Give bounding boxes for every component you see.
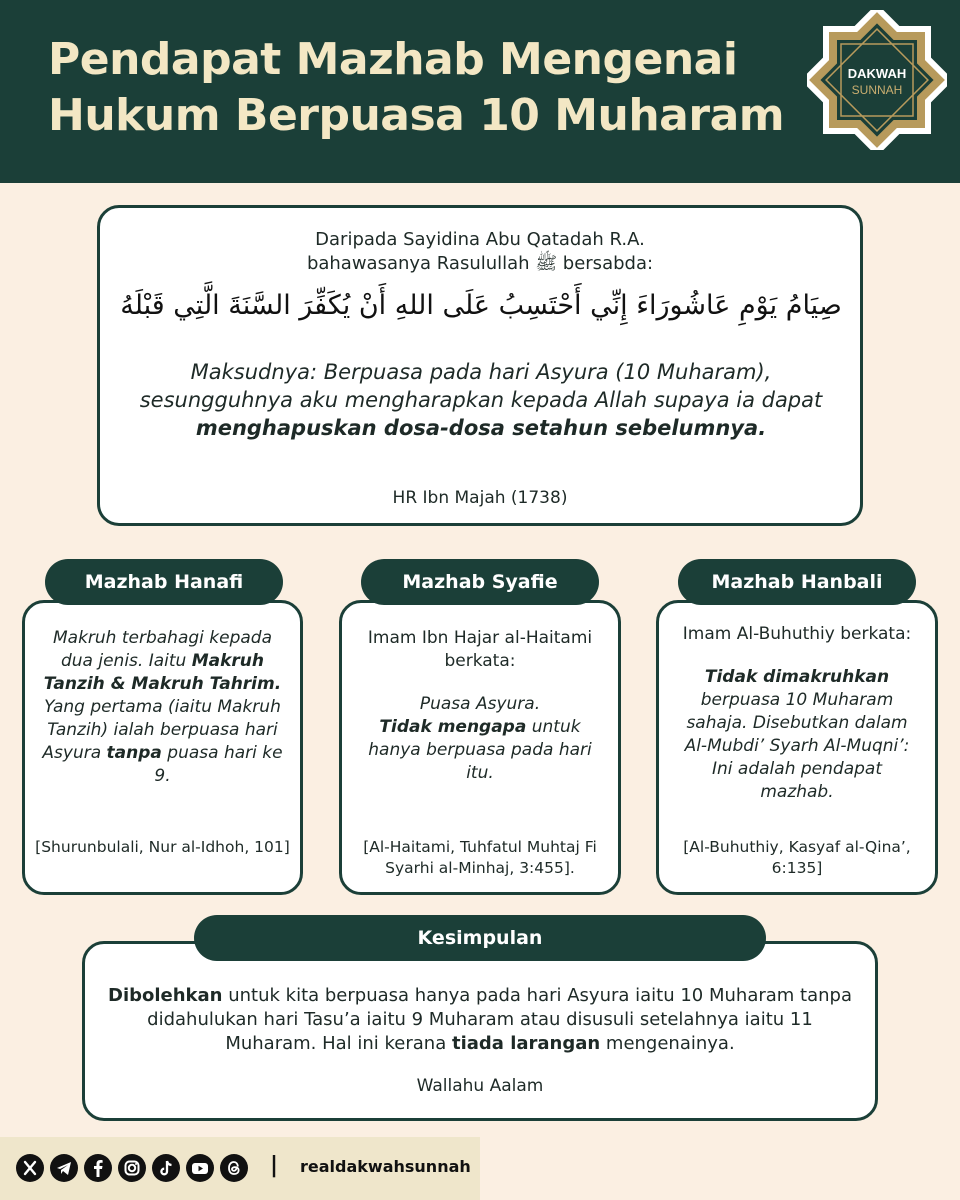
conclusion-closing: Wallahu Aalam xyxy=(416,1076,544,1096)
hadith-meaning xyxy=(130,358,832,442)
footer-bar xyxy=(0,1137,480,1200)
youtube-icon[interactable] xyxy=(186,1154,214,1182)
title-line-1: Pendapat Mazhab Mengenai xyxy=(48,34,738,85)
threads-icon[interactable] xyxy=(220,1154,248,1182)
conclusion-label: Kesimpulan xyxy=(194,915,766,961)
mazhab-syafie-label: Mazhab Syafie xyxy=(361,559,599,605)
mazhab-syafie-card xyxy=(339,600,621,895)
hadith-meaning-emphasis: menghapuskan dosa-dosa setahun sebelumnya. xyxy=(195,416,767,440)
conclusion-body xyxy=(105,984,855,1056)
footer-separator: | xyxy=(270,1153,279,1178)
syafie-emphasis-1: Tidak mengapa xyxy=(379,717,527,737)
hadith-intro-line-1: Daripada Sayidina Abu Qatadah R.A. xyxy=(315,229,645,250)
mazhab-hanbali-label: Mazhab Hanbali xyxy=(678,559,916,605)
mazhab-hanafi-label: Mazhab Hanafi xyxy=(45,559,283,605)
instagram-icon[interactable] xyxy=(118,1154,146,1182)
page-title xyxy=(48,32,808,144)
social-handle[interactable]: realdakwahsunnah xyxy=(300,1157,471,1176)
mazhab-hanbali-body xyxy=(673,623,921,804)
mazhab-hanbali-card xyxy=(656,600,938,895)
syafie-text-1: Puasa Asyura. xyxy=(419,694,541,714)
conclusion-emphasis-1: Dibolehkan xyxy=(108,985,223,1006)
dakwah-sunnah-logo xyxy=(807,10,947,150)
syafie-intro: Imam Ibn Hajar al-Haitami berkata: xyxy=(367,628,593,671)
mazhab-hanafi-reference: [Shurunbulali, Nur al-Idhoh, 101] xyxy=(35,838,290,856)
syafie-text-2: untuk hanya berpuasa pada hari itu. xyxy=(368,717,592,783)
hanbali-emphasis-1: Tidak dimakruhkan xyxy=(704,667,890,687)
hanbali-text-1: berpuasa 10 Muharam sahaja. Disebutkan dalam Al-Mubdi’ Syarh Al-Muqni’: Ini adalah pendapat mazhab. xyxy=(684,690,910,802)
hadith-reference: HR Ibn Majah (1738) xyxy=(392,488,568,508)
hanafi-text-1: Makruh terbahagi kepada dua jenis. Iaitu xyxy=(52,628,273,671)
mazhab-hanbali-reference: [Al-Buhuthiy, Kasyaf al-Qina’, 6:135] xyxy=(683,838,911,877)
hanafi-emphasis-2: tanpa xyxy=(106,743,162,763)
hanafi-text-2: Yang pertama (iaitu Makruh Tanzih) ialah berpuasa hari Asyura xyxy=(42,697,281,763)
mazhab-syafie-body xyxy=(356,627,604,785)
x-icon[interactable] xyxy=(16,1154,44,1182)
telegram-icon[interactable] xyxy=(50,1154,78,1182)
header-banner xyxy=(0,0,960,183)
mazhab-hanafi-card xyxy=(22,600,303,895)
hanbali-intro: Imam Al-Buhuthiy berkata: xyxy=(682,624,912,644)
conclusion-text-2: mengenainya. xyxy=(600,1033,735,1054)
conclusion-text-1: untuk kita berpuasa hanya pada hari Asyura iaitu 10 Muharam tanpa didahulukan hari Tasu’a iaitu 9 Muharam atau disusuli setelahnya iaitu 11 Muharam. Hal ini kerana xyxy=(147,985,852,1054)
conclusion-emphasis-2: tiada larangan xyxy=(451,1033,601,1054)
hadith-intro xyxy=(100,228,860,276)
tiktok-icon[interactable] xyxy=(152,1154,180,1182)
title-line-2: Hukum Berpuasa 10 Muharam xyxy=(48,90,785,141)
mazhab-syafie-reference: [Al-Haitami, Tuhfatul Muhtaj Fi Syarhi al-Minhaj, 3:455]. xyxy=(363,838,597,877)
hadith-intro-line-2: bahawasanya Rasulullah ﷺ bersabda: xyxy=(306,253,654,274)
mazhab-hanafi-body xyxy=(39,627,286,788)
logo-text-sunnah: SUNNAH xyxy=(851,83,903,97)
hadith-meaning-text: Maksudnya: Berpuasa pada hari Asyura (10 Muharam), sesungguhnya aku mengharapkan kepada Allah supaya ia dapat xyxy=(139,360,823,412)
facebook-icon[interactable] xyxy=(84,1154,112,1182)
hanafi-text-3: puasa hari ke 9. xyxy=(154,743,283,786)
hadith-card xyxy=(97,205,863,526)
conclusion-card xyxy=(82,941,878,1121)
logo-text-dakwah: DAKWAH xyxy=(847,66,907,81)
hanafi-emphasis-1: Makruh Tanzih & Makruh Tahrim. xyxy=(43,651,282,694)
hadith-arabic-text: صِيَامُ يَوْمِ عَاشُورَاءَ إِنِّي أَحْتَسِبُ عَلَى اللهِ أَنْ يُكَفِّرَ السَّنَةَ الَّتِي قَبْلَهُ xyxy=(120,290,842,321)
